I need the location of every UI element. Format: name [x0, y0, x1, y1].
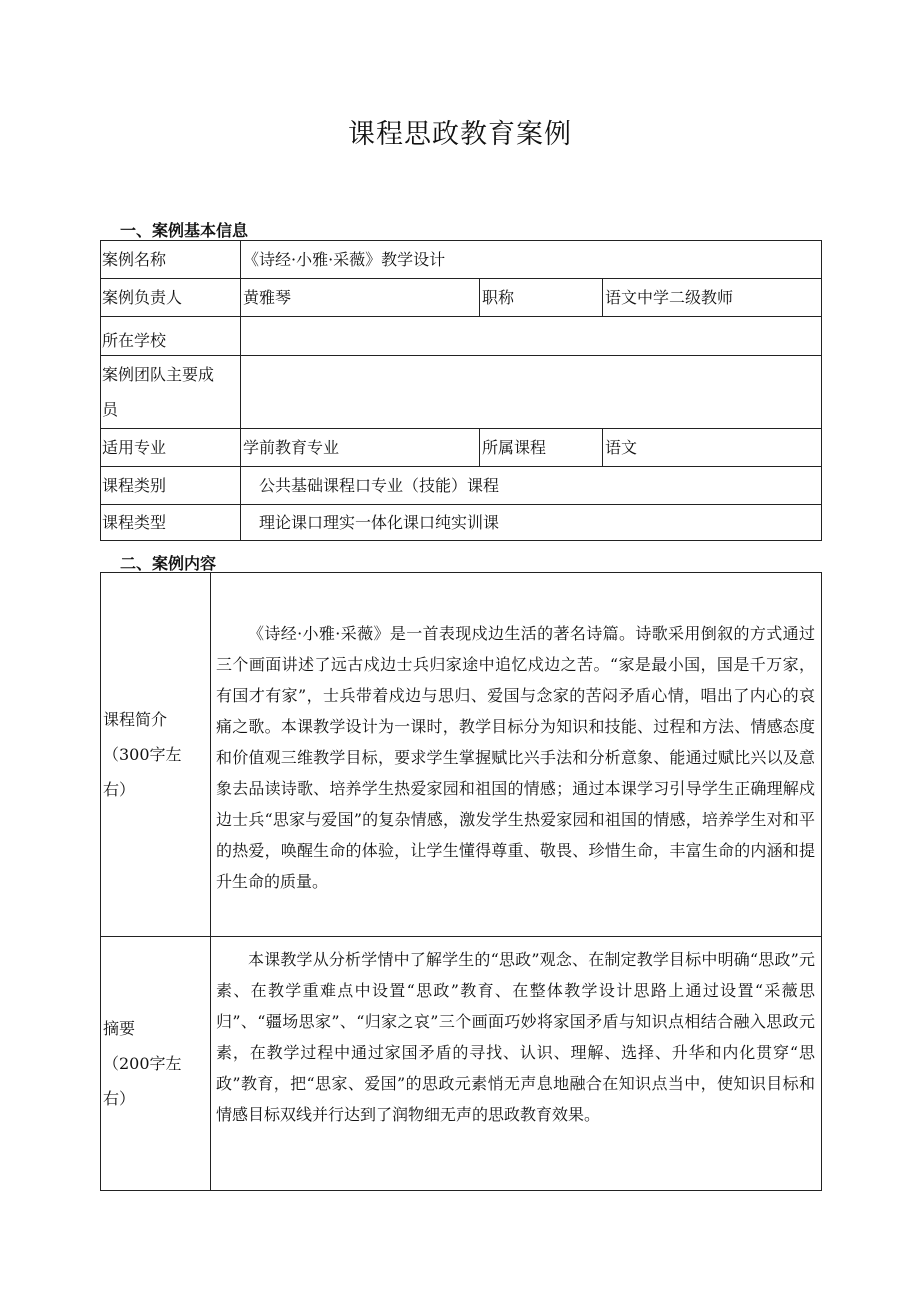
row-team — [101, 356, 822, 429]
course-type-label: 课程类型 — [101, 505, 241, 541]
case-name-value: 《诗经·小雅·采薇》教学设计 — [241, 241, 822, 279]
case-content-table — [100, 572, 822, 1191]
row-school — [101, 317, 822, 356]
case-name-label: 案例名称 — [101, 241, 241, 279]
row-case-name — [101, 241, 822, 279]
row-intro — [101, 573, 822, 937]
intro-label-cell — [101, 573, 211, 937]
row-course-type — [101, 505, 822, 541]
intro-text-cell — [211, 573, 822, 937]
section1-heading: 一、案例基本信息 — [120, 221, 249, 240]
row-leader — [101, 279, 822, 317]
abstract-note-line2: 右） — [103, 1089, 136, 1108]
abstract-label-cell — [101, 937, 211, 1191]
page-title: 课程思政教育案例 — [348, 119, 572, 150]
team-value — [241, 356, 822, 429]
course-label: 所属课程 — [480, 429, 603, 467]
school-label: 所在学校 — [101, 317, 241, 356]
rank-value: 语文中学二级教师 — [603, 279, 822, 317]
course-value: 语文 — [603, 429, 822, 467]
basic-info-table — [100, 240, 822, 541]
rank-label: 职称 — [480, 279, 603, 317]
abstract-text-cell — [211, 937, 822, 1191]
major-label: 适用专业 — [101, 429, 241, 467]
intro-text: 《诗经·小雅·采薇》是一首表现戍边生活的著名诗篇。诗歌采用倒叙的方式通过三个画面讲述了远古戍边士兵归家途中追忆戍边之苦。“家是最小国，国是千万家，有国才有家”，士兵带着戍边与思归、爱国与念家的苦闷矛盾心情，唱出了内心的哀痛之歌。本课教学设计为一课时，教学目标分为知识和技能、过程和方法、情感态度和价值观三维教学目标，要求学生掌握赋比兴手法和分析意象、能通过赋比兴以及意象去品读诗歌、培养学生热爱家园和祖国的情感；通过本课学习引导学生正确理解戍边士兵“思家与爱国”的复杂情感，激发学生热爱家园和祖国的情感，培养学生对和平的热爱，唤醒生命的体验，让学生懂得尊重、敬畏、珍惜生命，丰富生命的内涵和提升生命的质量。 — [216, 624, 815, 891]
row-abstract — [101, 937, 822, 1191]
intro-note-line1: （300字左 — [103, 745, 182, 764]
major-value: 学前教育专业 — [241, 429, 480, 467]
course-category-value: 公共基础课程口专业（技能）课程 — [241, 467, 822, 505]
team-label — [101, 356, 241, 429]
intro-label: 课程简介 — [103, 710, 168, 729]
team-label-line1: 案例团队主要成 — [102, 365, 215, 384]
school-value — [241, 317, 822, 356]
leader-value: 黄雅琴 — [241, 279, 480, 317]
row-major — [101, 429, 822, 467]
course-type-value: 理论课口理实一体化课口纯实训课 — [241, 505, 822, 541]
abstract-text: 本课教学从分析学情中了解学生的“思政”观念、在制定教学目标中明确“思政”元素、在教学重难点中设置“思政”教育、在整体教学设计思路上通过设置“采薇思归”、“疆场思家”、“归家之哀”三个画面巧妙将家国矛盾与知识点相结合融入思政元素，在教学过程中通过家国矛盾的寻找、认识、理解、选择、升华和内化贯穿“思政”教育，把“思家、爱国”的思政元素悄无声息地融合在知识点当中，使知识目标和情感目标双线并行达到了润物细无声的思政教育效果。 — [216, 950, 815, 1124]
abstract-label: 摘要 — [103, 1019, 136, 1038]
intro-note-line2: 右） — [103, 780, 136, 799]
course-category-label: 课程类别 — [101, 467, 241, 505]
leader-label: 案例负责人 — [101, 279, 241, 317]
abstract-note-line1: （200字左 — [103, 1054, 182, 1073]
row-course-category — [101, 467, 822, 505]
team-label-line2: 员 — [102, 400, 119, 419]
section2-heading: 二、案例内容 — [120, 554, 217, 573]
